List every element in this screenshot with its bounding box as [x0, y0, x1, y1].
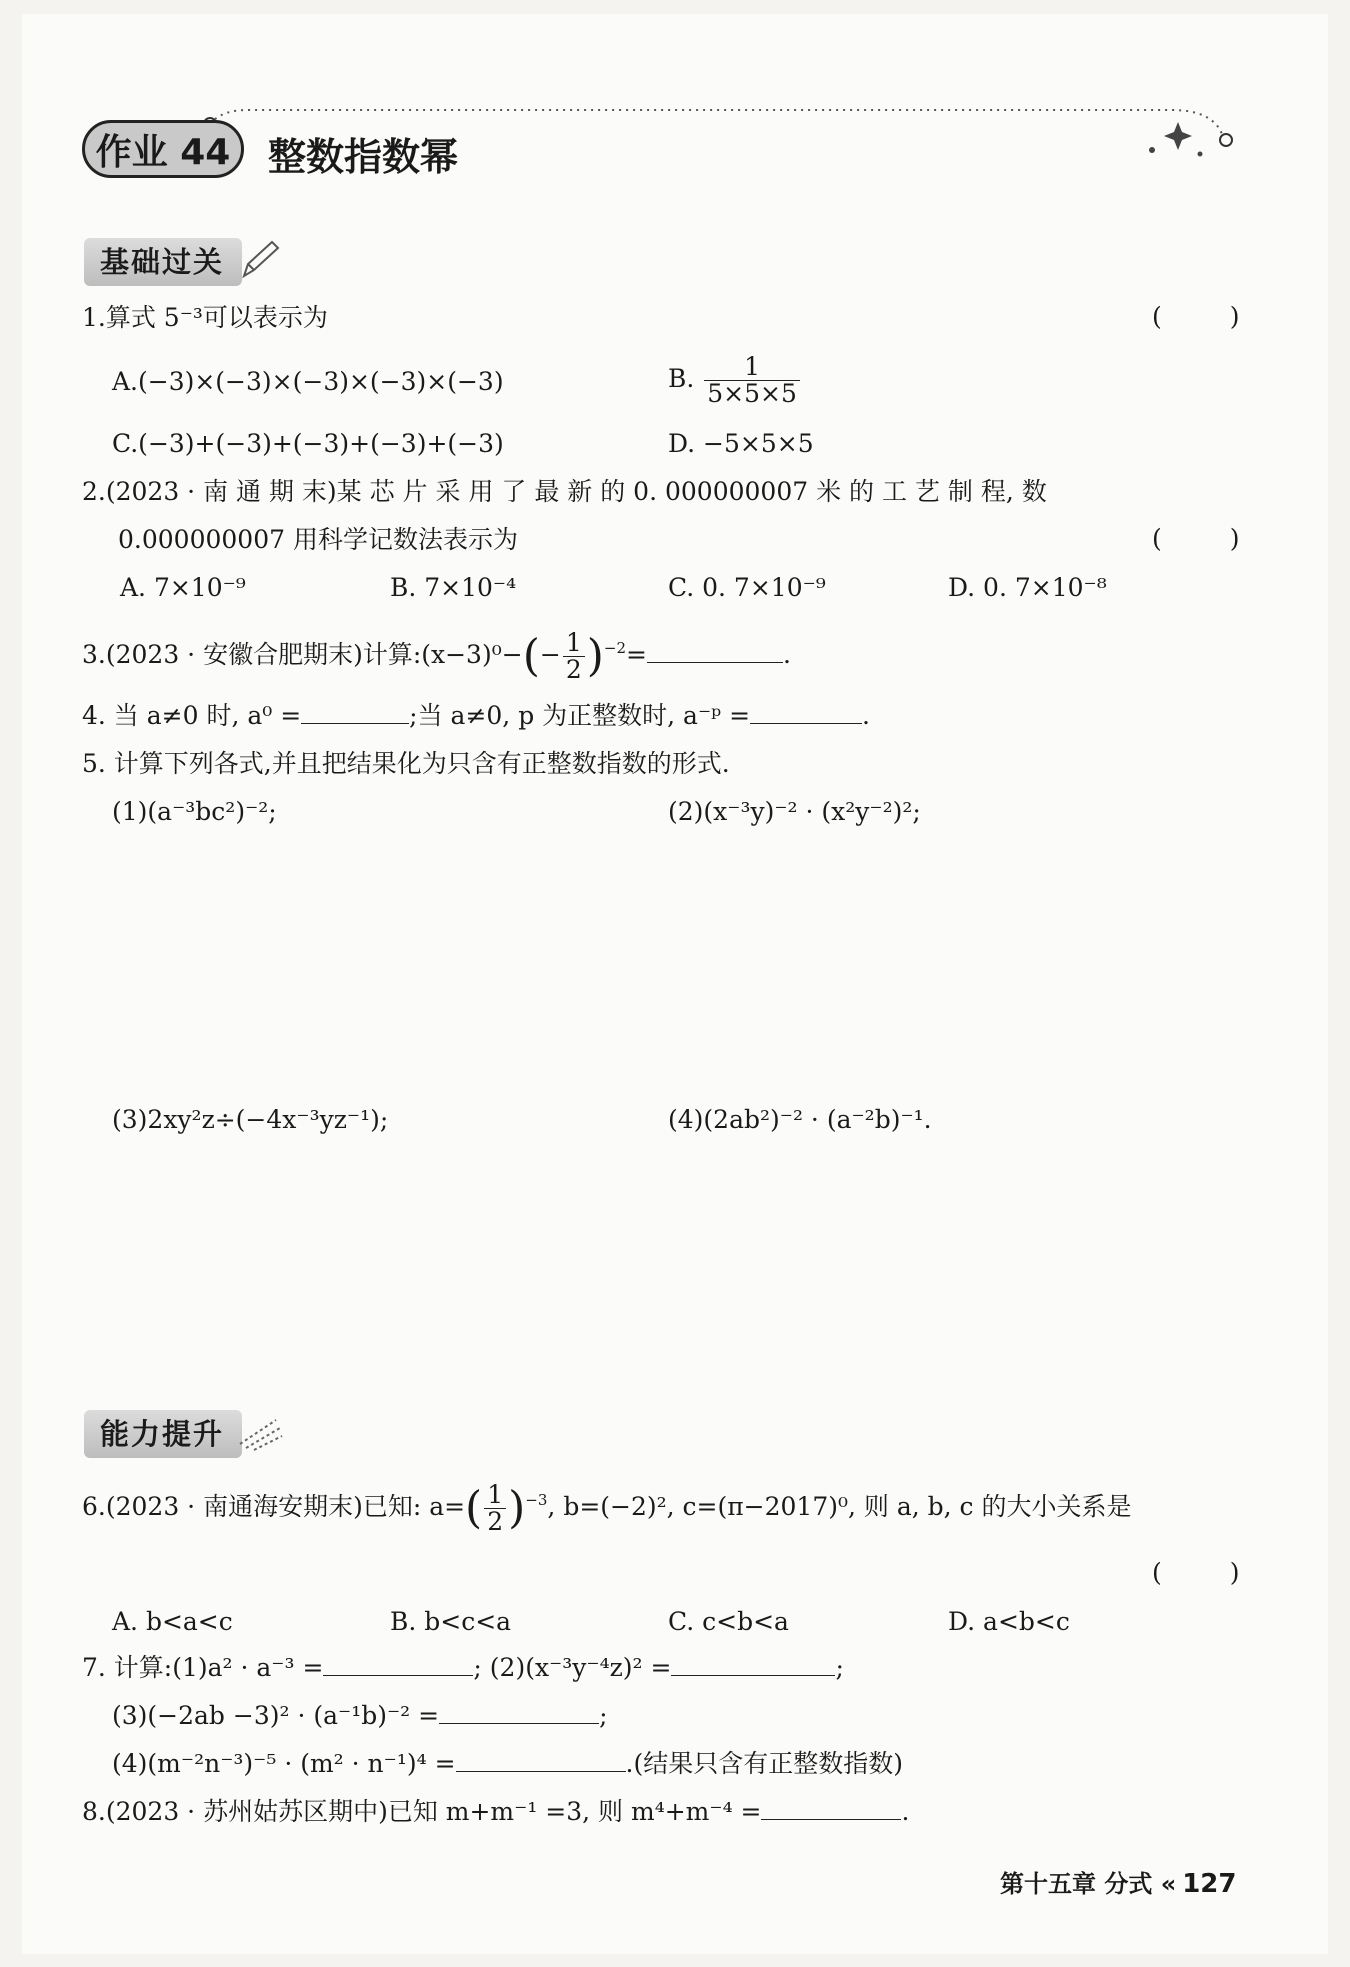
- page-number: 127: [1182, 1869, 1237, 1899]
- q7-part2-text: ; (2)(x⁻³y⁻⁴z)² =: [473, 1653, 672, 1682]
- q6-option-a: A. b<a<c: [112, 1607, 233, 1636]
- q3-numerator: 1: [563, 630, 585, 657]
- q7-answer-blank-3[interactable]: [439, 1701, 599, 1724]
- q7-answer-blank-4[interactable]: [456, 1749, 626, 1772]
- q7-answer-blank-1[interactable]: [323, 1653, 473, 1676]
- q4-answer-blank-1[interactable]: [301, 701, 409, 724]
- q3-prefix: 3.(2023 · 安徽合肥期末)计算:(x−3)⁰−: [82, 640, 523, 669]
- q8-answer-blank[interactable]: [761, 1797, 901, 1820]
- q2-option-a: A. 7×10⁻⁹: [120, 573, 246, 602]
- q2-option-c: C. 0. 7×10⁻⁹: [668, 573, 826, 602]
- sparkle-icon: [1164, 122, 1192, 150]
- q1-option-a: A.(−3)×(−3)×(−3)×(−3)×(−3): [112, 367, 504, 396]
- q1-option-c: C.(−3)+(−3)+(−3)+(−3)+(−3): [112, 429, 504, 458]
- q1-stem: 1.算式 5⁻³可以表示为: [82, 303, 328, 332]
- header-dotted-line: [22, 14, 1328, 214]
- q4-line: [82, 700, 870, 732]
- q6-denominator: 2: [487, 1507, 504, 1536]
- q2-line2: 0.000000007 用科学记数法表示为: [118, 525, 518, 554]
- homework-badge: 作业 44: [82, 120, 244, 178]
- q6-prefix: 6.(2023 · 南通海安期末)已知: a=: [82, 1492, 466, 1521]
- q7-line2-end: ;: [599, 1701, 608, 1730]
- pencil-icon: [238, 238, 282, 282]
- q4-end: .: [862, 701, 870, 730]
- q5-part-2: (2)(x⁻³y)⁻² · (x²y⁻²)²;: [668, 797, 921, 826]
- q4-part2: ;当 a≠0, p 为正整数时, a⁻ᵖ =: [409, 701, 751, 730]
- q6-answer-paren: ( ): [1152, 1558, 1270, 1587]
- section-basic: [84, 238, 242, 286]
- q7-line1-end: ;: [835, 1653, 844, 1682]
- q8-line: [82, 1796, 909, 1828]
- q8-text: 8.(2023 · 苏州姑苏区期中)已知 m+m⁻¹ =3, 则 m⁴+m⁻⁴ =: [82, 1797, 762, 1826]
- q1-answer-paren: ( ): [1152, 302, 1270, 331]
- q6-numerator: 1: [484, 1482, 506, 1509]
- q1-option-b-numerator: 1: [704, 354, 800, 381]
- section-advanced-label: 能力提升: [100, 1417, 225, 1451]
- q1-option-d: D. −5×5×5: [668, 429, 814, 458]
- q3-fraction: [563, 630, 585, 683]
- page-footer: [1000, 1864, 1237, 1899]
- q3-end: .: [782, 640, 791, 669]
- q5-part-4: (4)(2ab²)⁻² · (a⁻²b)⁻¹.: [668, 1105, 932, 1134]
- q6-option-c: C. c<b<a: [668, 1607, 789, 1636]
- q7-answer-blank-2[interactable]: [671, 1653, 835, 1676]
- chapter-label: 第十五章 分式 «: [1000, 1870, 1177, 1898]
- page-title: 整数指数幂: [268, 135, 459, 179]
- q7-line1: [82, 1652, 844, 1684]
- q6-stem: 6.(2023 · 南通海安期末)已知: a=( $\frac{1}{2}$ )$^{-3}$, b=(−2)², c=(π−2017)⁰, 则 a, b, c 的大小关系是: [82, 1480, 1132, 1536]
- q7-part4-text: (4)(m⁻²n⁻³)⁻⁵ · (m² · n⁻¹)⁴ =: [112, 1749, 456, 1778]
- q6-option-b: B. b<c<a: [390, 1607, 512, 1636]
- q5-part-3: (3)2xy²z÷(−4x⁻³yz⁻¹);: [112, 1105, 389, 1134]
- q5-part-1: (1)(a⁻³bc²)⁻²;: [112, 797, 277, 826]
- q6-fraction: [484, 1482, 506, 1535]
- q2-option-b: B. 7×10⁻⁴: [390, 573, 517, 602]
- q6-suffix: , b=(−2)², c=(π−2017)⁰, 则 a, b, c 的大小关系是: [547, 1492, 1132, 1521]
- q5-stem: 5. 计算下列各式,并且把结果化为只含有正整数指数的形式.: [82, 749, 730, 778]
- q3-denominator: 2: [565, 655, 582, 684]
- q1-option-b-label: B.: [668, 364, 695, 393]
- q2-answer-paren: ( ): [1152, 524, 1270, 553]
- q1-option-b-fraction: [704, 354, 800, 407]
- q7-line2: [112, 1700, 608, 1732]
- q2-option-d: D. 0. 7×10⁻⁸: [948, 573, 1107, 602]
- q3-answer-blank[interactable]: [647, 640, 783, 663]
- q3-expression: 3.(2023 · 安徽合肥期末)计算:(x−3)⁰−(− $\frac{1}{2}$ )$^{-2}$= .: [82, 628, 791, 684]
- q8-end: .: [901, 1797, 910, 1826]
- q1-option-b-denominator: 5×5×5: [707, 379, 797, 408]
- q3-suffix: =: [626, 640, 647, 669]
- section-advanced: [84, 1410, 242, 1458]
- q4-answer-blank-2[interactable]: [750, 701, 862, 724]
- q6-option-d: D. a<b<c: [948, 1607, 1070, 1636]
- section-basic-label: 基础过关: [100, 245, 225, 279]
- q2-line1: 2.(2023 · 南 通 期 末)某 芯 片 采 用 了 最 新 的 0. 000000007 米 的 工 艺 制 程, 数: [82, 477, 1047, 506]
- speed-lines-icon: [236, 1414, 284, 1454]
- q7-line3-note: .(结果只含有正整数指数): [625, 1749, 903, 1778]
- q7-line3: [112, 1748, 903, 1780]
- q1-option-b: [668, 354, 802, 407]
- q7-part1-text: 7. 计算:(1)a² · a⁻³ =: [82, 1653, 324, 1682]
- q7-part3-text: (3)(−2ab −3)² · (a⁻¹b)⁻² =: [112, 1701, 440, 1730]
- q4-part1: 4. 当 a≠0 时, a⁰ =: [82, 701, 302, 730]
